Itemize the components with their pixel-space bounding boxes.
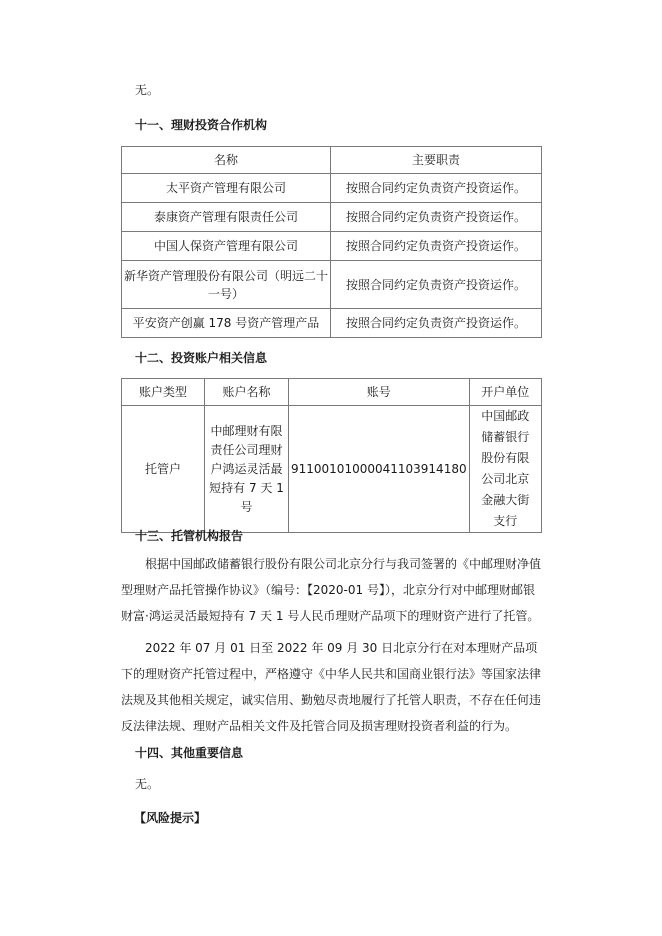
table-row	[122, 174, 542, 203]
custodian-report-paragraph-1: 根据中国邮政储蓄银行股份有限公司北京分行与我司签署的《中邮理财净值型理财产品托管操作协议》（编号：【2020-01 号】），北京分行对中邮理财邮银财富·鸿运灵活最短持有 7 天 1 号人民币理财产品项下的理财资产进行了托管。	[121, 557, 542, 623]
cooperation-institutions-table	[121, 146, 542, 338]
intro-text: 无。	[135, 83, 160, 97]
table-header-duty: 主要职责	[331, 147, 542, 174]
institution-duty: 按照合同约定负责资产投资运作。	[331, 261, 542, 309]
institution-duty: 按照合同约定负责资产投资运作。	[331, 309, 542, 338]
institution-name: 平安资产创赢 178 号资产管理产品	[122, 309, 331, 338]
institution-duty: 按照合同约定负责资产投资运作。	[331, 203, 542, 232]
account-name: 中邮理财有限责任公司理财户鸿运灵活最短持有 7 天 1 号	[205, 406, 289, 533]
institution-duty: 按照合同约定负责资产投资运作。	[331, 174, 542, 203]
section-12-heading: 十二、投资账户相关信息	[135, 351, 268, 365]
table-row	[122, 309, 542, 338]
section-11-heading: 十一、理财投资合作机构	[135, 118, 268, 132]
institution-name: 太平资产管理有限公司	[122, 174, 331, 203]
table-row	[122, 406, 542, 533]
investment-account-table	[121, 378, 542, 533]
table-row	[122, 232, 542, 261]
institution-name: 新华资产管理股份有限公司（明远二十一号）	[122, 261, 331, 309]
opening-bank: 中国邮政储蓄银行股份有限公司北京金融大街支行	[469, 406, 541, 533]
table-row	[122, 261, 542, 309]
institution-duty: 按照合同约定负责资产投资运作。	[331, 232, 542, 261]
account-type: 托管户	[122, 406, 205, 533]
section-13-heading: 十三、托管机构报告	[135, 529, 244, 543]
table-header-account-name: 账户名称	[205, 379, 289, 406]
table-header-bank: 开户单位	[469, 379, 541, 406]
institution-name: 中国人保资产管理有限公司	[122, 232, 331, 261]
institution-name: 泰康资产管理有限责任公司	[122, 203, 331, 232]
custodian-report-paragraph-2: 2022 年 07 月 01 日至 2022 年 09 月 30 日北京分行在对本理财产品项下的理财资产托管过程中，严格遵守《中华人民共和国商业银行法》等国家法律法规及其他相关规定，诚实信用、勤勉尽责地履行了托管人职责，不存在任何违反法律法规、理财产品相关文件及托管合同及损害理财投资者利益的行为。	[121, 641, 542, 733]
risk-warning-heading: 【风险提示】	[134, 811, 207, 825]
table-header-name: 名称	[122, 147, 331, 174]
account-number: 91100101000041103914180	[289, 406, 470, 533]
section-14-heading: 十四、其他重要信息	[135, 746, 244, 760]
table-header-account-type: 账户类型	[122, 379, 205, 406]
table-header-account-number: 账号	[289, 379, 470, 406]
table-row	[122, 203, 542, 232]
section-14-text: 无。	[135, 777, 160, 791]
